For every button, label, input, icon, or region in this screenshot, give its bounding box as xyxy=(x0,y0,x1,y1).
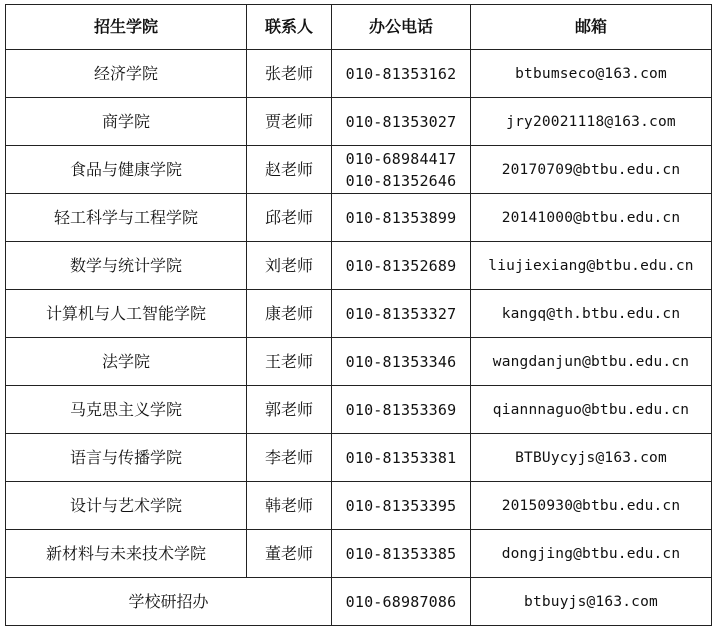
email-cell: 20141000@btbu.edu.cn xyxy=(471,194,712,242)
contact-cell: 王老师 xyxy=(247,338,332,386)
contact-cell: 康老师 xyxy=(247,290,332,338)
phone-cell: 010-81353162 xyxy=(332,50,471,98)
phone-cell: 010-81353346 xyxy=(332,338,471,386)
table-row xyxy=(6,50,712,98)
college-cell: 设计与艺术学院 xyxy=(6,482,247,530)
contact-cell: 刘老师 xyxy=(247,242,332,290)
contact-cell: 韩老师 xyxy=(247,482,332,530)
header-phone: 办公电话 xyxy=(332,5,471,50)
email-cell: BTBUycyjs@163.com xyxy=(471,434,712,482)
table-row xyxy=(6,434,712,482)
college-cell: 计算机与人工智能学院 xyxy=(6,290,247,338)
phone-cell xyxy=(332,146,471,194)
footer-phone-cell: 010-68987086 xyxy=(332,578,471,626)
table-row xyxy=(6,338,712,386)
college-cell: 马克思主义学院 xyxy=(6,386,247,434)
header-college: 招生学院 xyxy=(6,5,247,50)
phone-cell: 010-81353369 xyxy=(332,386,471,434)
phone-line: 010-81352646 xyxy=(345,171,457,190)
contact-cell: 邱老师 xyxy=(247,194,332,242)
college-cell: 语言与传播学院 xyxy=(6,434,247,482)
table-row xyxy=(6,194,712,242)
email-cell: liujiexiang@btbu.edu.cn xyxy=(471,242,712,290)
table-row xyxy=(6,98,712,146)
header-email: 邮箱 xyxy=(471,5,712,50)
email-cell: qiannnaguo@btbu.edu.cn xyxy=(471,386,712,434)
contact-cell: 郭老师 xyxy=(247,386,332,434)
college-cell: 轻工科学与工程学院 xyxy=(6,194,247,242)
footer-label-cell: 学校研招办 xyxy=(6,578,332,626)
table-row xyxy=(6,290,712,338)
email-cell: dongjing@btbu.edu.cn xyxy=(471,530,712,578)
table-row xyxy=(6,242,712,290)
college-cell: 法学院 xyxy=(6,338,247,386)
table-row xyxy=(6,386,712,434)
phone-cell: 010-81353327 xyxy=(332,290,471,338)
phone-cell: 010-81353027 xyxy=(332,98,471,146)
phone-cell: 010-81353381 xyxy=(332,434,471,482)
contact-cell: 贾老师 xyxy=(247,98,332,146)
header-contact: 联系人 xyxy=(247,5,332,50)
phone-line: 010-68984417 xyxy=(345,149,457,168)
email-cell: 20150930@btbu.edu.cn xyxy=(471,482,712,530)
contact-cell: 董老师 xyxy=(247,530,332,578)
phone-cell: 010-81353385 xyxy=(332,530,471,578)
contact-cell: 赵老师 xyxy=(247,146,332,194)
table-row xyxy=(6,146,712,194)
email-cell: btbumseco@163.com xyxy=(471,50,712,98)
email-cell: kangq@th.btbu.edu.cn xyxy=(471,290,712,338)
college-cell: 商学院 xyxy=(6,98,247,146)
contact-cell: 张老师 xyxy=(247,50,332,98)
email-cell: wangdanjun@btbu.edu.cn xyxy=(471,338,712,386)
email-cell: jry20021118@163.com xyxy=(471,98,712,146)
college-cell: 经济学院 xyxy=(6,50,247,98)
table-footer-row xyxy=(6,578,712,626)
table-row xyxy=(6,530,712,578)
phone-cell: 010-81352689 xyxy=(332,242,471,290)
admissions-contact-table xyxy=(5,4,712,626)
table-header-row xyxy=(6,5,712,50)
college-cell: 食品与健康学院 xyxy=(6,146,247,194)
phone-cell: 010-81353395 xyxy=(332,482,471,530)
footer-email-cell: btbuyjs@163.com xyxy=(471,578,712,626)
phone-cell: 010-81353899 xyxy=(332,194,471,242)
college-cell: 新材料与未来技术学院 xyxy=(6,530,247,578)
contact-cell: 李老师 xyxy=(247,434,332,482)
email-cell: 20170709@btbu.edu.cn xyxy=(471,146,712,194)
table-row xyxy=(6,482,712,530)
college-cell: 数学与统计学院 xyxy=(6,242,247,290)
